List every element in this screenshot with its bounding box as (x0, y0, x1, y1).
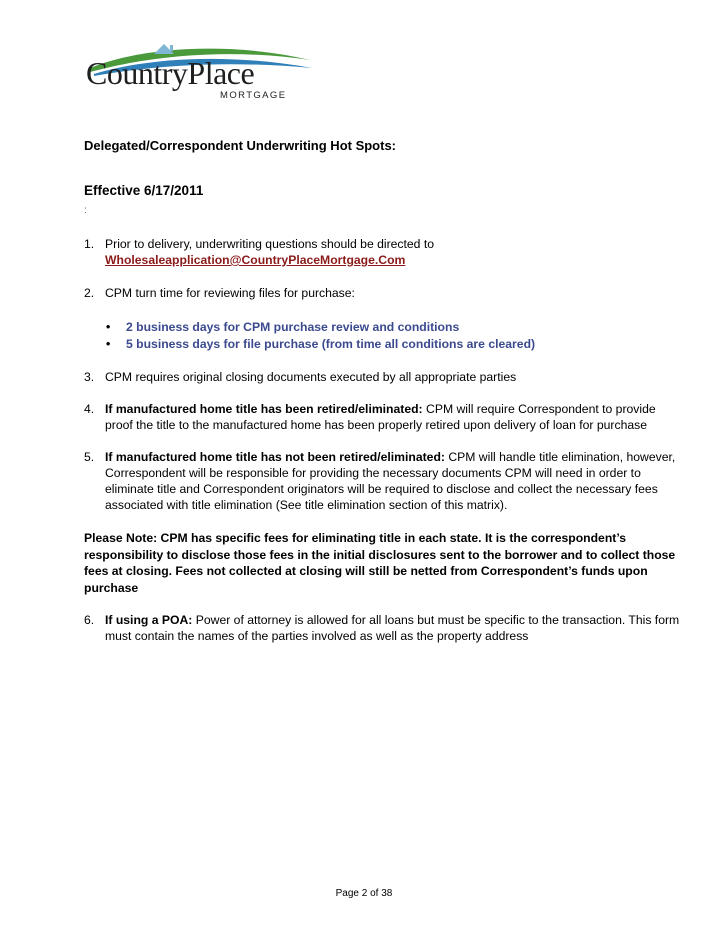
list-item-1 (84, 236, 684, 268)
stray-colon: : (84, 205, 87, 216)
item-text: Prior to delivery, underwriting questions should be directed to (105, 237, 435, 251)
email-link[interactable]: Wholesaleapplication@CountryPlaceMortgage.Com (105, 253, 406, 267)
item-number: 3. (84, 370, 95, 384)
bullet-text: 2 business days for CPM purchase review and conditions (126, 320, 460, 334)
logo-sub-text: MORTGAGE (220, 90, 287, 101)
item-number: 2. (84, 286, 95, 300)
page-number: Page 2 of 38 (335, 888, 393, 899)
item-number: 1. (84, 237, 95, 251)
list-item-5 (84, 449, 684, 513)
item-text: Power of attorney is allowed for all loans but must be specific to the transaction. This form must contain the names of the parties involved as well as the property address (105, 613, 680, 643)
list-item-3 (84, 369, 684, 385)
item-text: CPM will require Correspondent to provide proof the title to the manufactured home has been properly retired upon delivery of loan for purchase (105, 402, 656, 432)
item-text: CPM turn time for reviewing files for purchase: (105, 286, 355, 300)
list-item-6 (84, 612, 684, 644)
list-item-4 (84, 401, 684, 433)
item-number: 6. (84, 613, 95, 627)
list-item-2 (84, 285, 684, 301)
bullet-dot-icon: • (106, 320, 111, 334)
please-note-paragraph: Please Note: CPM has specific fees for eliminating title in each state. It is the correspondent’s responsibility to disclose those fees in the initial disclosures sent to the borrower and to collect those fees at closing. Fees not collected at closing will still be netted from Correspondent’s funds upon purchase (84, 531, 676, 595)
item-number: 5. (84, 450, 95, 464)
item-bold-lead: If using a POA: (105, 613, 193, 627)
logo-brand-text: CountryPlace (86, 55, 255, 91)
company-logo (84, 38, 316, 108)
bullet-text: 5 business days for file purchase (from time all conditions are cleared) (126, 337, 536, 351)
document-heading: Delegated/Correspondent Underwriting Hot Spots: (84, 138, 397, 153)
bullet-item-2 (106, 336, 535, 352)
effective-date: Effective 6/17/2011 (84, 183, 204, 198)
item-text: CPM requires original closing documents executed by all appropriate parties (105, 370, 517, 384)
bullet-dot-icon: • (106, 337, 111, 351)
item-bold-lead: If manufactured home title has been retired/eliminated: (105, 402, 423, 416)
item-text: CPM will handle title elimination, however, Correspondent will be responsible for providing the necessary documents CPM will need in order to eliminate title and Correspondent originators will be required to disclose and collect the necessary fees associated with title elimination (See title elimination section of this matrix). (105, 450, 676, 512)
item-number: 4. (84, 402, 95, 416)
bullet-item-1 (106, 319, 459, 335)
item-bold-lead: If manufactured home title has not been retired/eliminated: (105, 450, 445, 464)
